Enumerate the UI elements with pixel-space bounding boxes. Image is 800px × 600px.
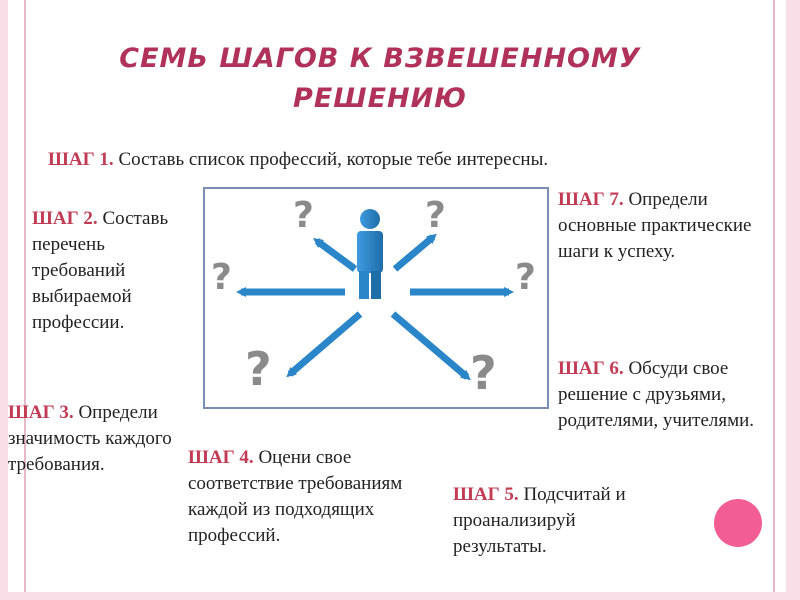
step-7 xyxy=(558,187,763,265)
step-2 xyxy=(32,206,200,336)
question-mark-icon: ? xyxy=(425,195,446,236)
question-mark-icon: ? xyxy=(245,342,272,396)
step-5-text: Подсчитай и проанализируй результаты. xyxy=(453,484,626,557)
decision-illustration xyxy=(203,187,549,409)
step-5-label: ШАГ 5. xyxy=(453,484,519,505)
step-1 xyxy=(48,147,588,173)
question-mark-icon: ? xyxy=(293,195,314,236)
decision-illustration-svg xyxy=(205,189,547,407)
slide-title-line2: РЕШЕНИЮ xyxy=(293,83,467,114)
step-5 xyxy=(453,482,665,560)
step-1-text: Составь список профессий, которые тебе интересны. xyxy=(118,149,549,170)
question-mark-icon: ? xyxy=(211,257,232,298)
step-2-label: ШАГ 2. xyxy=(32,208,98,229)
step-2-text: Составь перечень требований выбираемой профессии. xyxy=(32,208,169,333)
step-3-label: ШАГ 3. xyxy=(8,402,74,423)
frame-line-left xyxy=(24,0,26,592)
step-7-text: Определи основные практические шаги к успеху. xyxy=(558,189,752,262)
step-4-label: ШАГ 4. xyxy=(188,447,254,468)
step-1-label: ШАГ 1. xyxy=(48,149,114,170)
step-4 xyxy=(188,445,446,549)
step-6-text: Обсуди свое решение с друзьями, родителями, учителями. xyxy=(558,358,755,431)
person-figure-icon xyxy=(357,209,383,299)
step-6 xyxy=(558,356,758,434)
question-mark-icon: ? xyxy=(515,257,536,298)
arrow-icon xyxy=(393,314,467,377)
slide-title-line1: СЕМЬ ШАГОВ К ВЗВЕШЕННОМУ xyxy=(119,43,641,74)
arrow-icon xyxy=(317,241,355,269)
decorative-circle xyxy=(714,499,762,547)
step-3-text: Определи значимость каждого требования. xyxy=(8,402,172,475)
arrow-icon xyxy=(395,237,433,269)
frame-line-right xyxy=(773,0,775,592)
step-7-label: ШАГ 7. xyxy=(558,189,624,210)
step-6-label: ШАГ 6. xyxy=(558,358,624,379)
arrow-icon xyxy=(290,314,360,374)
question-mark-icon: ? xyxy=(470,346,497,400)
step-4-text: Оцени свое соответствие требованиям каждой из подходящих профессий. xyxy=(188,447,403,546)
